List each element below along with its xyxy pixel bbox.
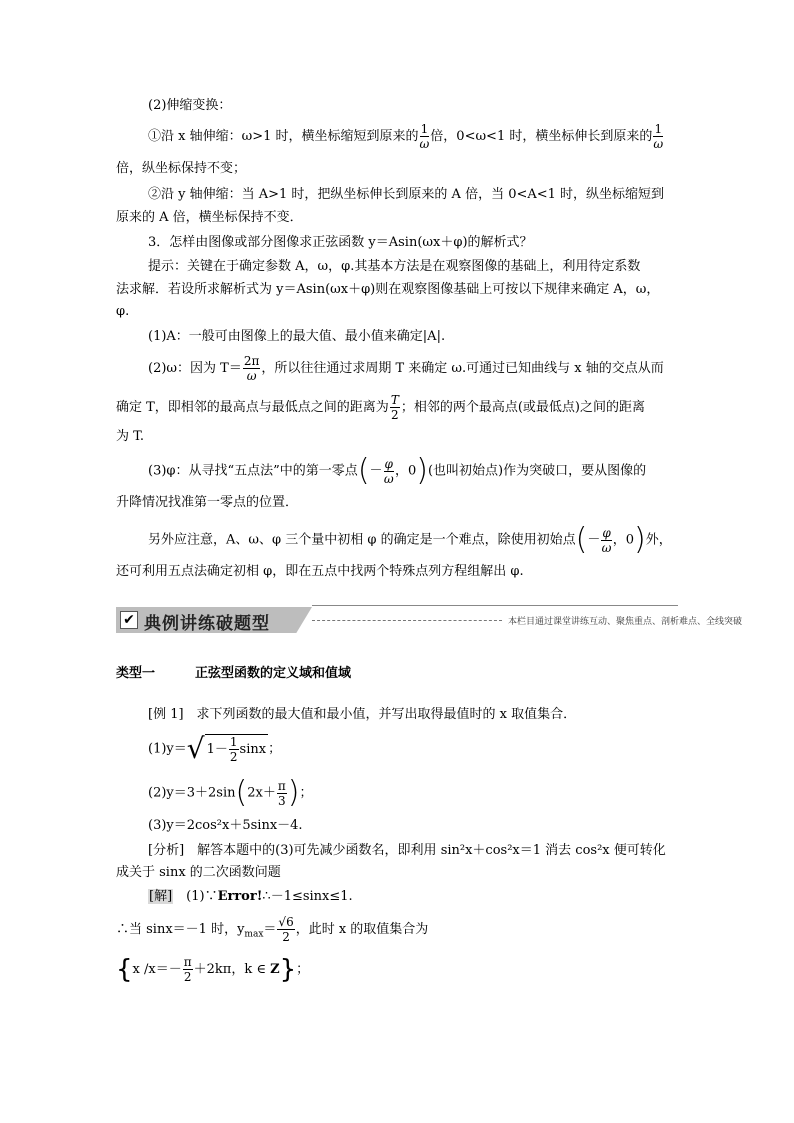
fraction: $\frac{2\pi}{\omega}$ [243, 354, 260, 383]
fraction: $\frac{1}{2}$ [229, 735, 238, 764]
check-icon: ✔ [120, 611, 138, 629]
y-axis-rule: ②沿 y 轴伸缩：当 A>1 时，把纵坐标伸长到原来的 A 倍，当 0<A<1 时，纵坐标缩短到 [148, 187, 665, 202]
problem-1: (1)y＝√ 1－ $\frac{1}{2}$ sinx ； [148, 732, 282, 765]
x-axis-rule: ①沿 x 轴伸缩：ω>1 时，横坐标缩短到原来的 $\frac{1}{\omega}$ 倍，0<ω<1 时，横坐标伸长到原来的 $\frac{1}{\omega}$ [148, 122, 664, 151]
fraction: $\frac{\pi}{2}$ [183, 955, 192, 984]
x-axis-rule-cont: 倍，纵坐标保持不变； [116, 161, 247, 176]
solution-line-2: ∴当 sinx＝－1 时，$y_{max}=$ $\frac{√6}{2}$ ，此时 x 的取值集合为 [116, 915, 429, 944]
hint-line-2: 法求解．若设所求解析式为 y＝Asin(ωx＋φ)则在观察图像基础上可按以下规律来确定 A，ω， [116, 282, 660, 297]
solution-set: {x /x＝－ $\frac{\pi}{2}$ ＋2kπ，k ∈ Z}； [116, 954, 310, 985]
example-intro: [例 1] 求下列函数的最大值和最小值，并写出取得最值时的 x 取值集合． [148, 707, 577, 722]
note-line-cont: 还可利用五点法确定初相 φ，即在五点中找两个特殊点列方程组解出 φ. [116, 564, 524, 579]
omega-rule-end: 为 T. [116, 429, 145, 444]
question-3-title: 3．怎样由图像或部分图像求正弦函数 y＝Asin(ωx＋φ)的解析式？ [148, 235, 533, 250]
sqrt: √ 1－ $\frac{1}{2}$ sinx [186, 732, 267, 765]
fraction: $\frac{\varphi}{\omega}$ [601, 525, 612, 555]
section-banner [116, 607, 743, 634]
note-line: 另外应注意，A、ω、φ 三个量中初相 φ 的确定是一个难点，除使用初始点(－ $\frac{\varphi}{\omega}$ ，0)外， [148, 522, 672, 557]
banner-divider [312, 620, 502, 621]
fraction: $\frac{1}{\omega}$ [653, 122, 664, 151]
fraction: $\frac{1}{\omega}$ [419, 122, 430, 151]
phi-rule: (3)φ：从寻找“五点法”中的第一零点(－ $\frac{\varphi}{\omega}$ ，0)(也叫初始点)作为突破口，要从图像的 [148, 453, 647, 488]
problem-2: (2)y＝3＋2sin(2x＋ $\frac{\pi}{3}$ )； [148, 775, 313, 810]
omega-rule-cont: 确定 T，即相邻的最高点与最低点之间的距离为 $\frac{T}{2}$ ；相邻的两个最高点(或最低点)之间的距离 [116, 393, 645, 422]
analysis-line-1: [分析] 解答本题中的(3)可先减少函数名，即利用 sin²x＋cos²x＝1 消去 cos²x 便可转化 [148, 843, 666, 858]
fraction: $\frac{\varphi}{\omega}$ [383, 456, 394, 486]
phi-rule-cont: 升降情况找准第一零点的位置． [116, 495, 299, 510]
solution-line-1: [解] (1)∵Error!∴－1≤sinx≤1. [149, 889, 353, 904]
type-heading: 类型一 正弦型函数的定义域和值域 [116, 666, 352, 681]
fraction: $\frac{√6}{2}$ [278, 915, 294, 944]
analysis-line-2: 成关于 sinx 的二次函数问题 [116, 865, 281, 880]
amplitude-rule: (1)A：一般可由图像上的最大值、最小值来确定|A|. [148, 329, 446, 344]
section-heading: (2)伸缩变换： [148, 98, 232, 113]
banner-title: 典例讲练破题型 [144, 614, 270, 634]
hint-line-1: 提示：关键在于确定参数 A，ω，φ.其基本方法是在观察图像的基础上，利用待定系数 [148, 259, 641, 274]
banner-rule [312, 605, 678, 606]
omega-rule: (2)ω：因为 T＝ $\frac{2\pi}{\omega}$ ，所以往往通过求周期 T 来确定 ω.可通过已知曲线与 x 轴的交点从而 [148, 354, 664, 383]
problem-3: (3)y＝2cos²x＋5sinx－4. [148, 818, 303, 833]
hint-line-3: φ. [116, 304, 130, 319]
fraction: $\frac{T}{2}$ [390, 393, 399, 422]
fraction: $\frac{\pi}{3}$ [277, 778, 286, 808]
y-axis-rule-cont: 原来的 A 倍，横坐标保持不变． [116, 210, 303, 225]
banner-note: 本栏目通过课堂讲练互动、聚焦重点、剖析难点、全线突破 [508, 617, 743, 627]
